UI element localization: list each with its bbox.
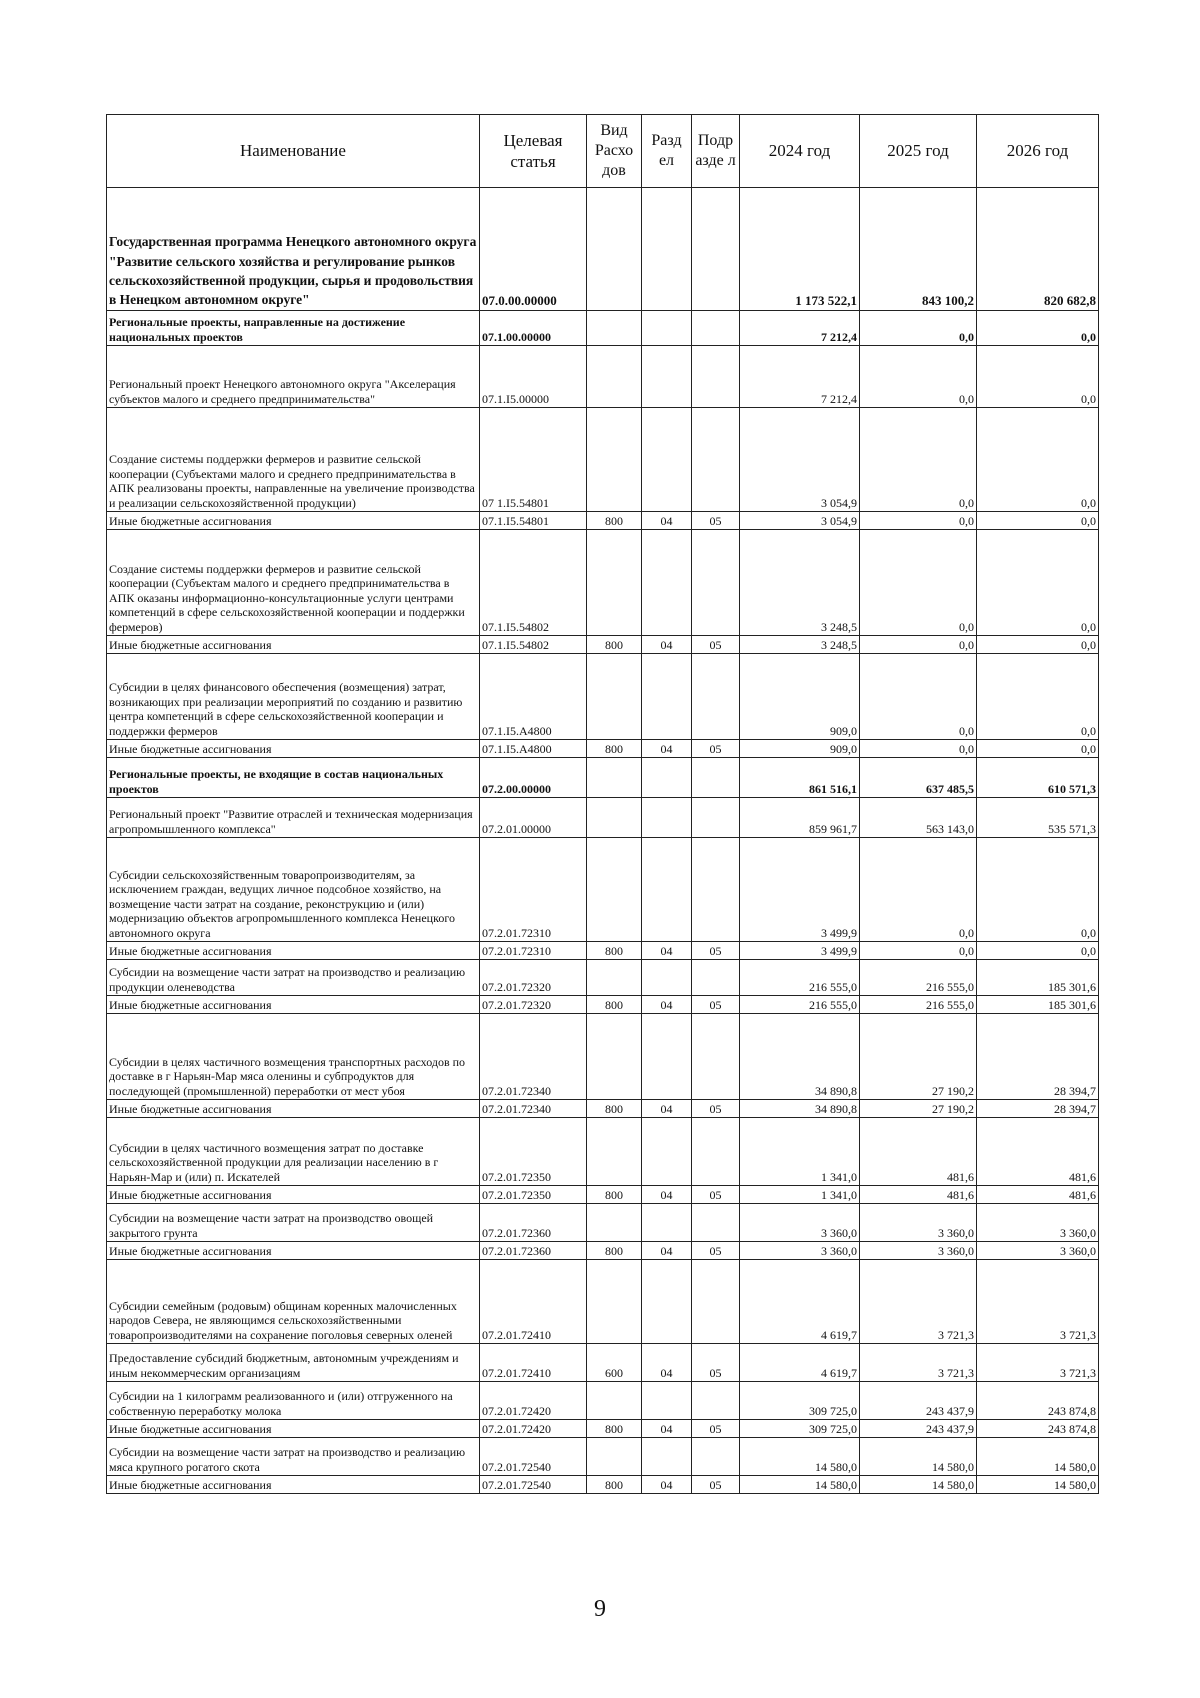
header-2025: 2025 год	[860, 115, 977, 188]
row-value-2026: 3 721,3	[977, 1260, 1099, 1344]
row-target-code: 07.0.00.00000	[480, 188, 587, 311]
row-value-2024: 309 725,0	[740, 1420, 860, 1438]
row-value-2026: 0,0	[977, 740, 1099, 758]
row-value-2025: 0,0	[860, 311, 977, 346]
row-value-2024: 3 054,9	[740, 408, 860, 512]
row-section: 04	[642, 942, 692, 960]
table-row	[107, 1100, 1099, 1118]
row-subsection	[692, 798, 740, 838]
table-row	[107, 838, 1099, 942]
table-row	[107, 530, 1099, 636]
row-expense-type	[587, 311, 642, 346]
row-name: Субсидии на возмещение части затрат на производство и реализацию продукции оленеводства	[107, 960, 480, 996]
row-value-2024: 34 890,8	[740, 1014, 860, 1100]
row-section	[642, 346, 692, 408]
row-value-2025: 481,6	[860, 1118, 977, 1186]
row-expense-type: 800	[587, 1476, 642, 1494]
row-subsection	[692, 758, 740, 798]
row-subsection: 05	[692, 512, 740, 530]
row-value-2026: 0,0	[977, 942, 1099, 960]
header-2026: 2026 год	[977, 115, 1099, 188]
row-expense-type: 800	[587, 1242, 642, 1260]
row-subsection	[692, 1438, 740, 1476]
row-section: 04	[642, 1100, 692, 1118]
row-section: 04	[642, 512, 692, 530]
row-name: Иные бюджетные ассигнования	[107, 1476, 480, 1494]
row-expense-type	[587, 654, 642, 740]
table-row	[107, 1260, 1099, 1344]
row-value-2026: 0,0	[977, 530, 1099, 636]
row-section: 04	[642, 1420, 692, 1438]
row-value-2024: 909,0	[740, 654, 860, 740]
row-value-2024: 3 248,5	[740, 636, 860, 654]
row-section	[642, 1204, 692, 1242]
row-value-2026: 3 360,0	[977, 1204, 1099, 1242]
row-value-2024: 861 516,1	[740, 758, 860, 798]
row-subsection	[692, 960, 740, 996]
row-value-2025: 0,0	[860, 740, 977, 758]
row-value-2024: 1 341,0	[740, 1118, 860, 1186]
row-section	[642, 1014, 692, 1100]
row-section	[642, 798, 692, 838]
row-value-2024: 3 499,9	[740, 838, 860, 942]
row-expense-type	[587, 530, 642, 636]
row-value-2026: 28 394,7	[977, 1014, 1099, 1100]
table-row	[107, 408, 1099, 512]
row-value-2026: 535 571,3	[977, 798, 1099, 838]
row-expense-type	[587, 408, 642, 512]
table-row	[107, 346, 1099, 408]
table-row	[107, 942, 1099, 960]
row-target-code: 07.1.I5.00000	[480, 346, 587, 408]
row-subsection	[692, 530, 740, 636]
row-value-2024: 216 555,0	[740, 996, 860, 1014]
row-section	[642, 654, 692, 740]
table-row	[107, 636, 1099, 654]
row-target-code: 07.2.01.72310	[480, 838, 587, 942]
row-expense-type: 800	[587, 636, 642, 654]
row-name: Субсидии на 1 килограмм реализованного и (или) отгруженного на собственную переработку молока	[107, 1382, 480, 1420]
row-section	[642, 311, 692, 346]
row-value-2026: 0,0	[977, 636, 1099, 654]
row-expense-type	[587, 1260, 642, 1344]
row-name: Субсидии на возмещение части затрат на производство и реализацию мяса крупного рогатого скота	[107, 1438, 480, 1476]
row-target-code: 07.2.01.72350	[480, 1118, 587, 1186]
row-name: Региональный проект "Развитие отраслей и техническая модернизация агропромышленного комплекса"	[107, 798, 480, 838]
row-value-2026: 28 394,7	[977, 1100, 1099, 1118]
row-expense-type: 800	[587, 512, 642, 530]
table-row	[107, 311, 1099, 346]
row-target-code: 07.1.I5.54802	[480, 530, 587, 636]
row-value-2024: 14 580,0	[740, 1438, 860, 1476]
row-value-2025: 243 437,9	[860, 1420, 977, 1438]
table-row	[107, 1344, 1099, 1382]
row-section: 04	[642, 996, 692, 1014]
row-subsection: 05	[692, 1476, 740, 1494]
row-section	[642, 758, 692, 798]
row-subsection	[692, 1204, 740, 1242]
table-row	[107, 1382, 1099, 1420]
row-subsection: 05	[692, 1242, 740, 1260]
row-value-2026: 0,0	[977, 838, 1099, 942]
row-name: Государственная программа Ненецкого автономного округа "Развитие сельского хозяйства и регулирование рынков сельскохозяйственной продукции, сырья и продовольствия в Ненецком автономном округе"	[107, 188, 480, 311]
budget-table	[106, 114, 1099, 1494]
row-target-code: 07.2.01.72540	[480, 1476, 587, 1494]
row-name: Иные бюджетные ассигнования	[107, 636, 480, 654]
row-section: 04	[642, 740, 692, 758]
row-target-code: 07.2.01.72420	[480, 1420, 587, 1438]
row-name: Иные бюджетные ассигнования	[107, 1242, 480, 1260]
row-value-2025: 3 360,0	[860, 1242, 977, 1260]
row-expense-type: 800	[587, 1420, 642, 1438]
table-row	[107, 1242, 1099, 1260]
row-name: Иные бюджетные ассигнования	[107, 942, 480, 960]
row-name: Субсидии семейным (родовым) общинам коренных малочисленных народов Севера, не являющимся сельскохозяйственными товаропроизводителями на сохранение поголовья северных оленей	[107, 1260, 480, 1344]
row-value-2026: 481,6	[977, 1118, 1099, 1186]
row-subsection: 05	[692, 740, 740, 758]
row-section: 04	[642, 636, 692, 654]
table-row	[107, 798, 1099, 838]
row-value-2024: 3 248,5	[740, 530, 860, 636]
table-row	[107, 654, 1099, 740]
row-section: 04	[642, 1242, 692, 1260]
row-section: 04	[642, 1186, 692, 1204]
table-row	[107, 1438, 1099, 1476]
row-target-code: 07.2.01.72540	[480, 1438, 587, 1476]
header-section: Разд ел	[642, 115, 692, 188]
row-section	[642, 838, 692, 942]
header-row	[107, 115, 1099, 188]
row-name: Иные бюджетные ассигнования	[107, 996, 480, 1014]
row-value-2025: 14 580,0	[860, 1438, 977, 1476]
row-section	[642, 1260, 692, 1344]
row-expense-type: 800	[587, 740, 642, 758]
row-target-code: 07.2.01.72320	[480, 960, 587, 996]
row-target-code: 07.2.01.72360	[480, 1204, 587, 1242]
row-expense-type	[587, 1204, 642, 1242]
table-row	[107, 740, 1099, 758]
row-target-code: 07.2.01.72420	[480, 1382, 587, 1420]
row-value-2025: 0,0	[860, 346, 977, 408]
row-name: Иные бюджетные ассигнования	[107, 1186, 480, 1204]
row-value-2026: 243 874,8	[977, 1420, 1099, 1438]
row-value-2024: 859 961,7	[740, 798, 860, 838]
row-value-2024: 216 555,0	[740, 960, 860, 996]
row-value-2026: 185 301,6	[977, 996, 1099, 1014]
row-subsection	[692, 311, 740, 346]
page-number: 9	[594, 1596, 606, 1622]
row-target-code: 07.2.01.72350	[480, 1186, 587, 1204]
row-subsection: 05	[692, 1186, 740, 1204]
row-target-code: 07.2.01.72410	[480, 1260, 587, 1344]
row-subsection	[692, 1260, 740, 1344]
row-section: 04	[642, 1476, 692, 1494]
row-value-2026: 14 580,0	[977, 1438, 1099, 1476]
row-value-2024: 909,0	[740, 740, 860, 758]
row-value-2025: 0,0	[860, 408, 977, 512]
row-value-2026: 820 682,8	[977, 188, 1099, 311]
row-expense-type	[587, 838, 642, 942]
row-value-2025: 0,0	[860, 942, 977, 960]
row-value-2026: 0,0	[977, 408, 1099, 512]
row-target-code: 07.2.00.00000	[480, 758, 587, 798]
row-target-code: 07.1.I5.A4800	[480, 654, 587, 740]
row-name: Субсидии в целях частичного возмещения затрат по доставке сельскохозяйственной продукции для реализации населению в г Нарьян-Мар и (или) п. Искателей	[107, 1118, 480, 1186]
row-subsection: 05	[692, 996, 740, 1014]
row-value-2025: 3 721,3	[860, 1260, 977, 1344]
row-expense-type: 800	[587, 942, 642, 960]
row-expense-type	[587, 798, 642, 838]
row-value-2026: 3 360,0	[977, 1242, 1099, 1260]
row-value-2024: 3 360,0	[740, 1242, 860, 1260]
row-value-2025: 843 100,2	[860, 188, 977, 311]
row-target-code: 07.2.01.72360	[480, 1242, 587, 1260]
row-name: Создание системы поддержки фермеров и развитие сельской кооперации (Субъектам малого и среднего предпринимательства в АПК оказаны информационно-консультационные услуги центрами компетенций в сфере сельскохозяйственной кооперации и поддержки фермеров)	[107, 530, 480, 636]
table-row	[107, 188, 1099, 311]
row-value-2024: 7 212,4	[740, 311, 860, 346]
table-row	[107, 1118, 1099, 1186]
table-row	[107, 996, 1099, 1014]
row-target-code: 07.2.01.72340	[480, 1100, 587, 1118]
row-target-code: 07 1.I5.54801	[480, 408, 587, 512]
row-target-code: 07.1.I5.A4800	[480, 740, 587, 758]
row-expense-type	[587, 1382, 642, 1420]
row-name: Субсидии сельскохозяйственным товаропроизводителям, за исключением граждан, ведущих личное подсобное хозяйство, на возмещение части затрат на создание, реконструкцию и (или) модернизацию объектов агропромышленного комплекса Ненецкого автономного округа	[107, 838, 480, 942]
row-value-2025: 0,0	[860, 654, 977, 740]
row-section	[642, 408, 692, 512]
row-name: Региональный проект Ненецкого автономного округа "Акселерация субъектов малого и среднего предпринимательства"	[107, 346, 480, 408]
row-subsection: 05	[692, 1100, 740, 1118]
row-value-2024: 1 173 522,1	[740, 188, 860, 311]
row-target-code: 07.1.I5.54801	[480, 512, 587, 530]
row-name: Иные бюджетные ассигнования	[107, 1420, 480, 1438]
row-expense-type	[587, 346, 642, 408]
row-section	[642, 530, 692, 636]
row-target-code: 07.2.01.72410	[480, 1344, 587, 1382]
row-section	[642, 1438, 692, 1476]
header-expense-type: Вид Расхо дов	[587, 115, 642, 188]
row-section: 04	[642, 1344, 692, 1382]
row-value-2026: 0,0	[977, 654, 1099, 740]
row-value-2024: 3 360,0	[740, 1204, 860, 1242]
row-value-2026: 0,0	[977, 512, 1099, 530]
row-subsection	[692, 188, 740, 311]
row-name: Субсидии в целях частичного возмещения транспортных расходов по доставке в г Нарьян-Мар мяса оленины и субпродуктов для последующей (промышленной) переработки от мест убоя	[107, 1014, 480, 1100]
row-value-2026: 3 721,3	[977, 1344, 1099, 1382]
row-value-2024: 309 725,0	[740, 1382, 860, 1420]
row-value-2025: 216 555,0	[860, 996, 977, 1014]
table-row	[107, 960, 1099, 996]
table-row	[107, 1186, 1099, 1204]
row-subsection: 05	[692, 942, 740, 960]
header-target-article: Целевая статья	[480, 115, 587, 188]
row-subsection	[692, 1014, 740, 1100]
row-value-2026: 14 580,0	[977, 1476, 1099, 1494]
table-row	[107, 1476, 1099, 1494]
row-target-code: 07.2.01.72340	[480, 1014, 587, 1100]
row-section	[642, 1382, 692, 1420]
row-value-2024: 7 212,4	[740, 346, 860, 408]
row-name: Региональные проекты, направленные на достижение национальных проектов	[107, 311, 480, 346]
row-value-2025: 563 143,0	[860, 798, 977, 838]
header-subsection: Подр азде л	[692, 115, 740, 188]
row-name: Предоставление субсидий бюджетным, автономным учреждениям и иным некоммерческим организациям	[107, 1344, 480, 1382]
row-name: Иные бюджетные ассигнования	[107, 512, 480, 530]
table-row	[107, 1204, 1099, 1242]
row-value-2025: 481,6	[860, 1186, 977, 1204]
row-value-2025: 27 190,2	[860, 1100, 977, 1118]
row-value-2025: 3 721,3	[860, 1344, 977, 1382]
row-value-2026: 0,0	[977, 346, 1099, 408]
row-value-2024: 3 499,9	[740, 942, 860, 960]
row-expense-type	[587, 960, 642, 996]
row-expense-type: 800	[587, 1100, 642, 1118]
row-section	[642, 960, 692, 996]
row-expense-type	[587, 1438, 642, 1476]
row-name: Создание системы поддержки фермеров и развитие сельской кооперации (Субъектами малого и среднего предпринимательства в АПК реализованы проекты, направленные на увеличение производства и реализации сельскохозяйственной продукции)	[107, 408, 480, 512]
row-target-code: 07.1.00.00000	[480, 311, 587, 346]
row-value-2025: 14 580,0	[860, 1476, 977, 1494]
row-value-2024: 34 890,8	[740, 1100, 860, 1118]
row-name: Субсидии на возмещение части затрат на производство овощей закрытого грунта	[107, 1204, 480, 1242]
row-value-2026: 0,0	[977, 311, 1099, 346]
row-value-2026: 481,6	[977, 1186, 1099, 1204]
row-expense-type: 800	[587, 996, 642, 1014]
row-value-2025: 0,0	[860, 636, 977, 654]
row-value-2025: 0,0	[860, 512, 977, 530]
row-name: Субсидии в целях финансового обеспечения (возмещения) затрат, возникающих при реализации мероприятий по созданию и развитию центра компетенций в сфере сельскохозяйственной кооперации и поддержки фермеров	[107, 654, 480, 740]
row-section	[642, 188, 692, 311]
row-expense-type	[587, 1014, 642, 1100]
table-row	[107, 512, 1099, 530]
row-subsection	[692, 654, 740, 740]
row-target-code: 07.2.01.72310	[480, 942, 587, 960]
row-expense-type	[587, 1118, 642, 1186]
row-target-code: 07.2.01.00000	[480, 798, 587, 838]
row-value-2025: 0,0	[860, 530, 977, 636]
row-subsection: 05	[692, 1420, 740, 1438]
header-2024: 2024 год	[740, 115, 860, 188]
row-subsection: 05	[692, 1344, 740, 1382]
table-row	[107, 758, 1099, 798]
row-section	[642, 1118, 692, 1186]
row-name: Иные бюджетные ассигнования	[107, 740, 480, 758]
row-name: Региональные проекты, не входящие в состав национальных проектов	[107, 758, 480, 798]
table-row	[107, 1014, 1099, 1100]
row-value-2025: 243 437,9	[860, 1382, 977, 1420]
row-value-2024: 4 619,7	[740, 1344, 860, 1382]
row-expense-type	[587, 758, 642, 798]
row-value-2025: 216 555,0	[860, 960, 977, 996]
row-value-2024: 14 580,0	[740, 1476, 860, 1494]
row-value-2026: 610 571,3	[977, 758, 1099, 798]
row-expense-type: 800	[587, 1186, 642, 1204]
row-value-2024: 4 619,7	[740, 1260, 860, 1344]
row-value-2024: 3 054,9	[740, 512, 860, 530]
row-value-2025: 637 485,5	[860, 758, 977, 798]
row-subsection	[692, 408, 740, 512]
header-name: Наименование	[107, 115, 480, 188]
row-expense-type	[587, 188, 642, 311]
row-subsection	[692, 1118, 740, 1186]
row-target-code: 07.1.I5.54802	[480, 636, 587, 654]
row-value-2025: 27 190,2	[860, 1014, 977, 1100]
row-expense-type: 600	[587, 1344, 642, 1382]
row-subsection	[692, 346, 740, 408]
row-value-2025: 0,0	[860, 838, 977, 942]
row-value-2025: 3 360,0	[860, 1204, 977, 1242]
row-value-2026: 243 874,8	[977, 1382, 1099, 1420]
row-target-code: 07.2.01.72320	[480, 996, 587, 1014]
row-subsection	[692, 1382, 740, 1420]
row-value-2024: 1 341,0	[740, 1186, 860, 1204]
row-subsection: 05	[692, 636, 740, 654]
row-subsection	[692, 838, 740, 942]
row-value-2026: 185 301,6	[977, 960, 1099, 996]
row-name: Иные бюджетные ассигнования	[107, 1100, 480, 1118]
table-row	[107, 1420, 1099, 1438]
